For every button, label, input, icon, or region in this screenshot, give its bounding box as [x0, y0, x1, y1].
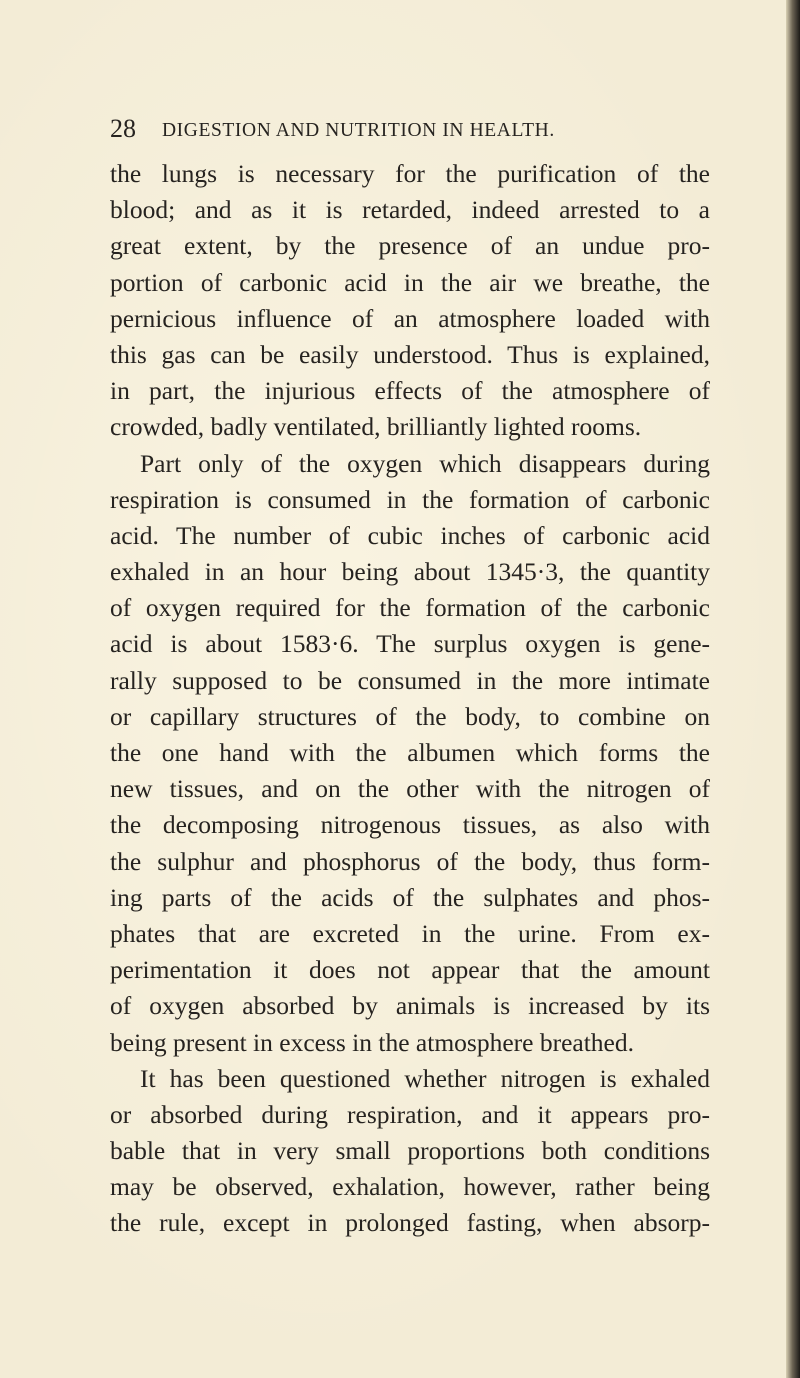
- text-line: being present in excess in the atmosphere breathed.: [110, 1027, 634, 1057]
- text-line: the rule, except in prolonged fasting, when absorp-: [110, 1208, 710, 1238]
- page-number: 28: [110, 114, 136, 143]
- text-line: portion of carbonic acid in the air we breathe, the: [110, 267, 710, 297]
- text-line: in part, the injurious effects of the atmosphere of: [110, 376, 710, 406]
- text-line: respiration is consumed in the formation of carbonic: [110, 484, 710, 514]
- text-line: acid. The number of cubic inches of carbonic acid: [110, 520, 710, 550]
- text-line: ing parts of the acids of the sulphates and phos-: [110, 882, 710, 912]
- text-line: new tissues, and on the other with the nitrogen of: [110, 774, 710, 804]
- page-header: [110, 114, 670, 148]
- text-line: may be observed, exhalation, however, rather being: [110, 1172, 710, 1202]
- text-line: the sulphur and phosphorus of the body, thus form-: [110, 846, 710, 876]
- body-text: [110, 156, 710, 1242]
- text-line: crowded, badly ventilated, brilliantly lighted rooms.: [110, 412, 642, 442]
- running-title: DIGESTION AND NUTRITION IN HEALTH.: [162, 120, 555, 141]
- text-line: acid is about 1583·6. The surplus oxygen is gene-: [110, 629, 710, 659]
- text-line: exhaled in an hour being about 1345·3, the quantity: [110, 557, 710, 587]
- text-line: of oxygen required for the formation of the carbonic: [110, 593, 710, 623]
- text-line: the one hand with the albumen which forms the: [110, 738, 710, 767]
- text-line: or capillary structures of the body, to combine on: [110, 701, 710, 731]
- text-line: the decomposing nitrogenous tissues, as also with: [110, 810, 710, 840]
- text-line: blood; and as it is retarded, indeed arrested to a: [110, 195, 710, 225]
- text-line: rally supposed to be consumed in the more intimate: [110, 665, 710, 695]
- text-line: this gas can be easily understood. Thus is explained,: [110, 339, 710, 369]
- text-line: phates that are excreted in the urine. From ex-: [110, 918, 710, 948]
- text-line: or absorbed during respiration, and it appears pro-: [110, 1099, 710, 1129]
- text-line: perimentation it does not appear that the amount: [110, 955, 710, 985]
- text-line: Part only of the oxygen which disappears during: [140, 448, 710, 478]
- text-line: the lungs is necessary for the purification of the: [110, 159, 710, 188]
- text-line: bable that in very small proportions both conditions: [110, 1136, 710, 1166]
- text-line: It has been questioned whether nitrogen is exhaled: [140, 1063, 710, 1093]
- text-line: pernicious influence of an atmosphere loaded with: [110, 303, 710, 333]
- page-binding-edge: [786, 0, 800, 1378]
- text-line: of oxygen absorbed by animals is increased by its: [110, 991, 710, 1021]
- text-line: great extent, by the presence of an undue pro-: [110, 231, 710, 261]
